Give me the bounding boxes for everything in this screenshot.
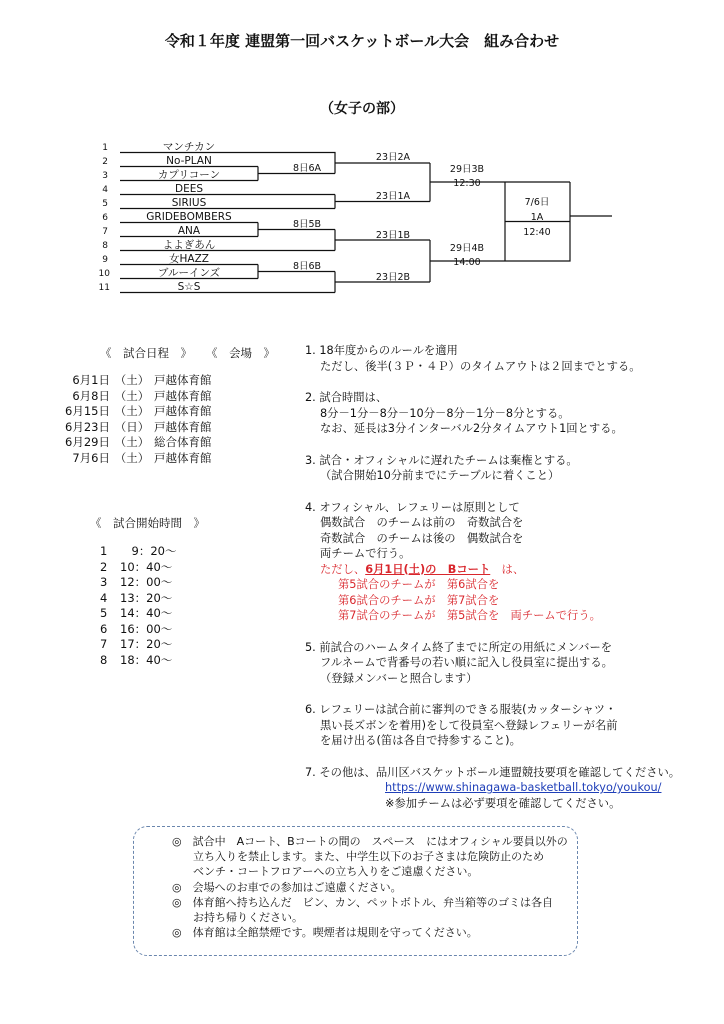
match-time: 12:30 (453, 178, 481, 189)
notice-item: ◎ 体育館へ持ち込んだ ビン、カン、ペットボトル、弁当箱等のゴミは各自 (172, 895, 553, 909)
page-title: 令和１年度 連盟第一回バスケットボール大会 組み合わせ (164, 32, 560, 50)
notice-item: ◎ 会場へのお車での参加はご遠慮ください。 (172, 880, 402, 894)
start-time-row: 2 10：40～ (100, 559, 173, 574)
team-name: マンチカン (162, 141, 216, 153)
notice-item: ◎ 試合中 Aコート、Bコートの間の スペース にはオフィシャル要員以外の (172, 835, 568, 848)
notice-item: ◎ 体育館は全館禁煙です。喫煙者は規則を守ってください。 (172, 926, 478, 940)
match-label: 23日2B (375, 272, 411, 283)
schedule-row: 6月1日 （土） 戸越体育館 (72, 373, 212, 387)
team-number: 11 (98, 283, 110, 293)
start-time-row: 6 16：00～ (100, 621, 173, 636)
team-number: 7 (102, 227, 108, 237)
start-time-row: 4 13：20～ (100, 590, 173, 605)
team-name: SIRIUS (171, 197, 207, 209)
match-label: 23日1B (375, 230, 411, 241)
team-number: 10 (98, 269, 110, 279)
team-name: S☆S (177, 281, 201, 293)
guidelines-link[interactable]: https://www.shinagawa-basketball.tokyo/youkou/ (385, 781, 662, 794)
final-time: 12:40 (523, 227, 551, 238)
team-name: よよぎあん (162, 239, 216, 251)
exception-date-court: 6月1日(土)の Bコート (365, 562, 491, 576)
team-name: GRIDEBOMBERS (146, 211, 232, 223)
team-name: カプリコーン (157, 169, 221, 181)
team-name: 女HAZZ (169, 253, 209, 265)
team-name: ブルーインズ (157, 267, 221, 279)
match-time: 14:00 (453, 257, 481, 268)
match-label: 8日6A (292, 163, 322, 174)
rule-4: 4. オフィシャル、レフェリーは原則として 偶数試合 のチームは前の 奇数試合を 奇数試合 のチームは後の 偶数試合を 両チームで行う。 ただし、6月1日(土)の Bコート は、 第5試合のチームが 第6試合を 第6試合のチームが 第7試合を 第7試合のチームが 第5試合を 両チームで行う。 (305, 500, 680, 624)
rule-5: 5. 前試合のハームタイム終了までに所定の用紙にメンバーを フルネームで背番号の若い順に記入し役員室に提出する。 （登録メンバーと照合します） (305, 640, 613, 685)
rule-2: 2. 試合時間は、 8分－1分－8分－10分－8分－1分－8分とする。 なお、延長は3分インターバル2分タイムアウト1回とする。 (305, 391, 623, 435)
team-number: 8 (102, 241, 108, 251)
rule-6: 6. レフェリーは試合前に審判のできる服装(カッターシャツ・ 黒い長ズボンを着用)をして役員室へ登録レフェリーが名前 を届け出る(笛は各自で持参すること)。 (305, 703, 618, 747)
start-time-row: 7 17：20～ (100, 637, 173, 651)
team-number: 1 (102, 143, 108, 153)
team-number: 6 (102, 213, 108, 223)
start-time-header: 《 試合開始時間 》 (90, 516, 205, 530)
schedule-row: 6月29日 （土） 総合体育館 (65, 435, 212, 449)
match-label: 8日5B (292, 219, 322, 230)
start-time-row: 1 9：20～ (100, 544, 177, 558)
team-number: 9 (102, 255, 108, 265)
rule-7: 7. その他は、品川区バスケットボール連盟競技要項を確認してください。 https://www.shinagawa-basketball.tokyo/youkou/ ※参加チームは必ず要項を確認してください。 (305, 765, 681, 810)
schedule-row: 6月8日 （土） 戸越体育館 (72, 388, 212, 403)
team-number: 3 (102, 171, 108, 181)
schedule-header: 《 試合日程 》 (100, 346, 192, 360)
match-label: 29日3B (449, 164, 485, 175)
schedule-list (50, 373, 244, 466)
section-subtitle: （女子の部） (320, 101, 404, 117)
notice-list: ◎ 試合中 Aコート、Bコートの間の スペース にはオフィシャル要員以外の 立ち入りを禁止します。また、中学生以下のお子さまは危険防止のため ベンチ・コートフロアーへの立ち入りをご遠慮ください。 ◎ 会場へのお車での参加はご遠慮ください。 ◎ 体育館へ持ち込んだ ビン、カン、ペットボトル、弁当箱等のゴミは各自 お持ち帰りください。 ◎ 体育館は全館禁煙です。喫煙者は規則を守ってください。 (172, 835, 568, 940)
team-name: No-PLAN (166, 155, 212, 167)
tournament-bracket (0, 0, 724, 310)
rules-list (305, 343, 680, 827)
start-time-row: 5 14：40～ (100, 606, 173, 620)
match-label: 23日2A (375, 152, 411, 163)
match-label: 23日1A (375, 191, 411, 202)
rule-1: 1. 18年度からのルールを適用 ただし、後半(３Ｐ・４Ｐ）のタイムアウトは２回までとする。 (305, 344, 641, 373)
start-time-row: 3 12：00～ (100, 575, 173, 589)
exception-line: ただし、6月1日(土)の Bコート は、 (320, 562, 525, 576)
rule-3: 3. 試合・オフィシャルに遅れたチームは棄権とする。 （試合開始10分前までにテーブルに着くこと） (305, 453, 578, 482)
team-number: 5 (102, 199, 108, 209)
venue-header: 《 会場 》 (206, 346, 275, 360)
team-name: DEES (174, 183, 204, 195)
schedule-row: 6月15日 （土） 戸越体育館 (65, 404, 212, 418)
schedule-row: 6月23日 （日） 戸越体育館 (65, 419, 212, 434)
match-label: 29日4B (449, 243, 485, 254)
team-number: 4 (102, 185, 108, 195)
final-label: 7/6日 (524, 197, 550, 208)
match-label: 8日6B (292, 261, 322, 272)
schedule-row: 7月6日 （土） 戸越体育館 (72, 450, 212, 465)
team-number: 2 (102, 157, 108, 167)
start-time-row: 8 18：40～ (100, 652, 173, 667)
team-name: ANA (177, 225, 201, 237)
start-time-list (100, 544, 176, 668)
final-court: 1A (530, 212, 544, 223)
